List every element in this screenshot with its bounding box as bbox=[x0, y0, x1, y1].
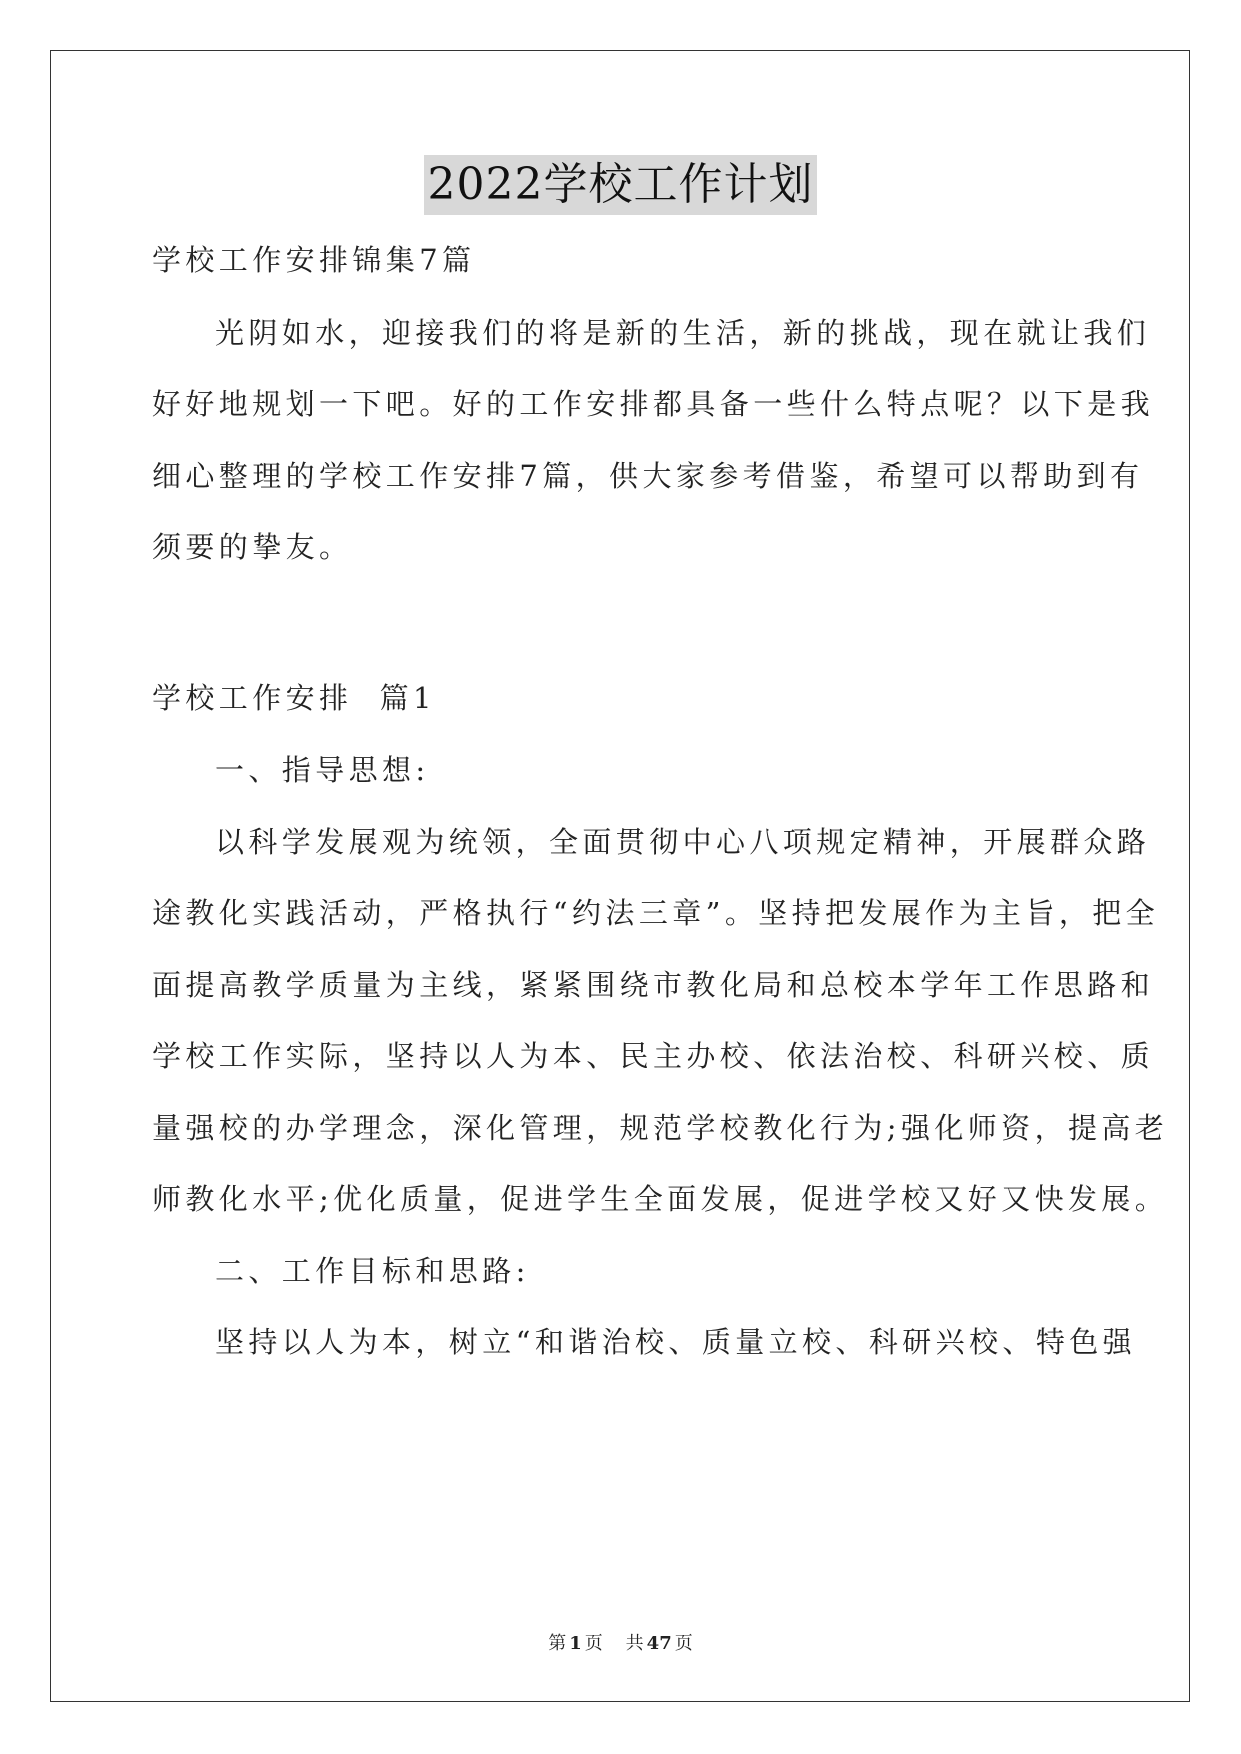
body-line: 坚持以人为本，树立“和谐治校、质量立校、科研兴校、特色强 bbox=[215, 1325, 1137, 1359]
body-line: 学校工作实际，坚持以人为本、民主办校、依法治校、科研兴校、质 bbox=[152, 1039, 1155, 1073]
page-border bbox=[50, 50, 1190, 1702]
title-container bbox=[0, 155, 1241, 215]
intro-line: 好好地规划一下吧。好的工作安排都具备一些什么特点呢？以下是我 bbox=[152, 387, 1155, 421]
section-heading: 学校工作安排 篇1 bbox=[152, 681, 436, 715]
body-line: 以科学发展观为统领，全面贯彻中心八项规定精神，开展群众路 bbox=[215, 825, 1151, 859]
intro-line: 细心整理的学校工作安排7篇，供大家参考借鉴，希望可以帮助到有 bbox=[152, 459, 1144, 493]
page-footer bbox=[0, 1632, 1241, 1656]
document-subtitle: 学校工作安排锦集7篇 bbox=[152, 243, 476, 277]
body-line: 量强校的办学理念，深化管理，规范学校教化行为;强化师资，提高老 bbox=[152, 1111, 1169, 1145]
body-line: 途教化实践活动，严格执行“约法三章”。坚持把发展作为主旨，把全 bbox=[152, 896, 1160, 930]
heading-goals: 二、工作目标和思路: bbox=[215, 1254, 530, 1288]
document-title: 2022学校工作计划 bbox=[424, 155, 818, 215]
body-line: 师教化水平;优化质量，促进学生全面发展，促进学校又好又快发展。 bbox=[152, 1182, 1169, 1216]
total-pages: 47 bbox=[646, 1633, 672, 1654]
total-suffix: 页 bbox=[674, 1633, 693, 1654]
body-line: 面提高教学质量为主线，紧紧围绕市教化局和总校本学年工作思路和 bbox=[152, 968, 1155, 1002]
intro-line: 须要的挚友。 bbox=[152, 530, 353, 564]
intro-line: 光阴如水，迎接我们的将是新的生活，新的挑战，现在就让我们 bbox=[215, 316, 1151, 350]
page-prefix: 第 bbox=[548, 1633, 567, 1654]
page-number: 1 bbox=[569, 1633, 582, 1654]
heading-guiding-ideology: 一、指导思想: bbox=[215, 753, 430, 787]
page-suffix: 页 bbox=[584, 1633, 603, 1654]
total-prefix: 共 bbox=[625, 1633, 644, 1654]
